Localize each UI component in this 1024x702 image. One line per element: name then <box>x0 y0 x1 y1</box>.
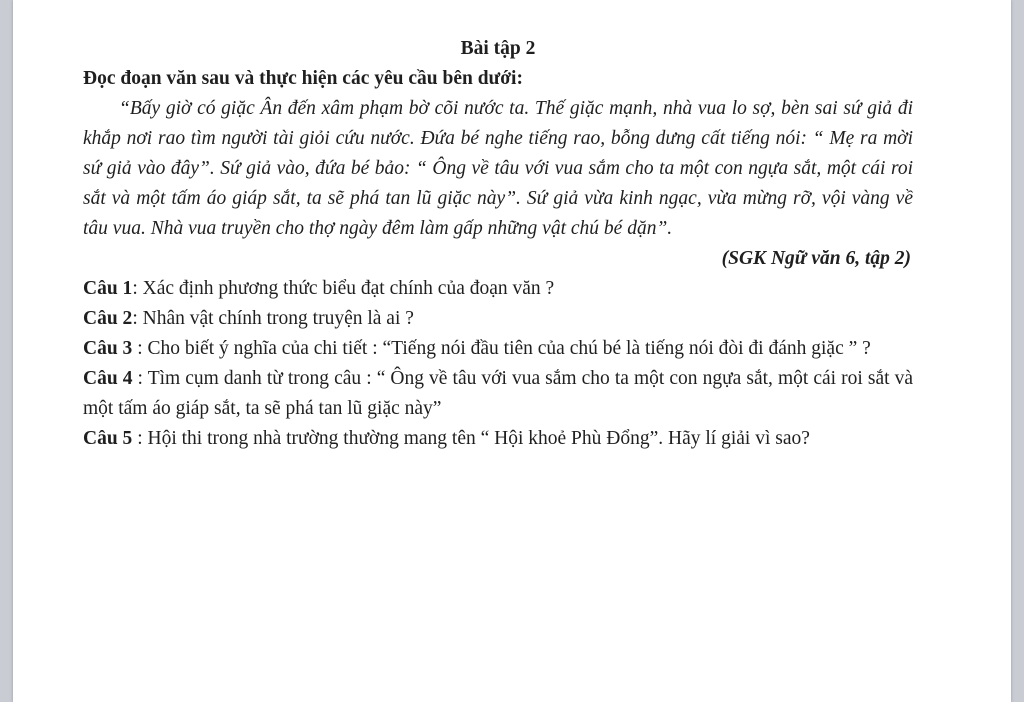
question-separator: : <box>132 428 148 449</box>
question-label: Câu 2 <box>83 308 133 329</box>
question-label: Câu 5 <box>83 428 133 449</box>
question-label: Câu 1 <box>83 278 133 299</box>
question-text: Nhân vật chính trong truyện là ai ? <box>142 308 414 329</box>
document-content <box>83 34 913 454</box>
question-2 <box>83 304 913 334</box>
question-separator: : <box>132 278 143 299</box>
question-text: Cho biết ý nghĩa của chi tiết : “Tiếng nói đầu tiên của chú bé là tiếng nói đòi đi đánh giặc ” ? <box>147 338 871 359</box>
question-label: Câu 3 <box>83 338 133 359</box>
exercise-instruction: Đọc đoạn văn sau và thực hiện các yêu cầu bên dưới: <box>83 68 523 89</box>
question-separator: : <box>132 308 143 329</box>
reading-passage: “Bấy giờ có giặc Ân đến xâm phạm bờ cõi nước ta. Thế giặc mạnh, nhà vua lo sợ, bèn sai sứ giả đi khắp nơi rao tìm người tài giỏi cứu nước. Đứa bé nghe tiếng rao, bỗng dưng cất tiếng nói: “ Mẹ ra mời sứ giả vào đây”. Sứ giả vào, đứa bé bảo: “ Ông về tâu với vua sắm cho ta một con ngựa sắt, một cái roi sắt và một tấm áo giáp sắt, ta sẽ phá tan lũ giặc này”. Sứ giả vừa kinh ngạc, vừa mừng rỡ, vội vàng về tâu vua. Nhà vua truyền cho thợ ngày đêm làm gấp những vật chú bé dặn”. <box>83 98 913 239</box>
question-1 <box>83 274 913 304</box>
question-separator: : <box>132 338 148 359</box>
passage-source: (SGK Ngữ văn 6, tập 2) <box>721 248 911 269</box>
question-text: Hội thi trong nhà trường thường mang tên “ Hội khoẻ Phù Đổng”. Hãy lí giải vì sao? <box>147 428 810 449</box>
question-3 <box>83 334 913 364</box>
question-5 <box>83 424 913 454</box>
question-label: Câu 4 <box>83 368 133 389</box>
question-text: Tìm cụm danh từ trong câu : “ Ông về tâu với vua sắm cho ta một con ngựa sắt, một cái roi sắt và một tấm áo giáp sắt, ta sẽ phá tan lũ giặc này” <box>83 368 913 419</box>
document-page <box>13 0 1011 702</box>
question-separator: : <box>132 368 148 389</box>
question-4 <box>83 364 913 424</box>
exercise-title: Bài tập 2 <box>460 38 536 59</box>
question-text: Xác định phương thức biểu đạt chính của đoạn văn ? <box>142 278 555 299</box>
